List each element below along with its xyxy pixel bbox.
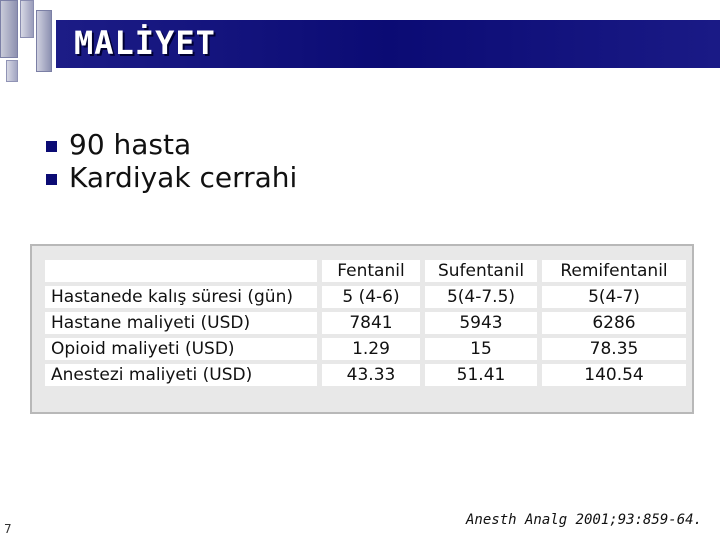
table-cell: 15 [425, 338, 537, 360]
table-row-label: Hastane maliyeti (USD) [45, 312, 317, 334]
table-cell: 1.29 [322, 338, 420, 360]
table-row [45, 364, 686, 386]
bullet-item [46, 128, 297, 160]
decorative-square [36, 10, 52, 72]
square-bullet-icon [46, 174, 57, 185]
decorative-square [6, 60, 18, 82]
table-cell: 51.41 [425, 364, 537, 386]
square-bullet-icon [46, 141, 57, 152]
table-row-label: Opioid maliyeti (USD) [45, 338, 317, 360]
table-cell: 6286 [542, 312, 686, 334]
table-header-cell: Fentanil [322, 260, 420, 282]
table-header-cell: Sufentanil [425, 260, 537, 282]
cost-table [40, 256, 691, 390]
table-row [45, 286, 686, 308]
title-bar [56, 20, 720, 68]
table-header-cell [45, 260, 317, 282]
bullet-text: 90 hasta [69, 127, 192, 161]
table-row-label: Anestezi maliyeti (USD) [45, 364, 317, 386]
table-cell: 5943 [425, 312, 537, 334]
bullet-item [46, 161, 297, 193]
page-number: 7 [4, 522, 12, 536]
decorative-square [0, 0, 18, 58]
decorative-square [20, 0, 34, 38]
bullet-text: Kardiyak cerrahi [69, 160, 298, 194]
table-cell: 78.35 [542, 338, 686, 360]
cost-table-frame [30, 244, 694, 414]
table-row [45, 312, 686, 334]
citation: Anesth Analg 2001;93:859-64. [465, 512, 702, 528]
table-cell: 5(4-7) [542, 286, 686, 308]
table-header-row [45, 260, 686, 282]
bullet-list [46, 128, 297, 194]
table-cell: 43.33 [322, 364, 420, 386]
table-row [45, 338, 686, 360]
table-cell: 7841 [322, 312, 420, 334]
table-cell: 5(4-7.5) [425, 286, 537, 308]
table-cell: 140.54 [542, 364, 686, 386]
table-cell: 5 (4-6) [322, 286, 420, 308]
table-row-label: Hastanede kalış süresi (gün) [45, 286, 317, 308]
slide-title: MALİYET [74, 24, 216, 62]
table-header-cell: Remifentanil [542, 260, 686, 282]
